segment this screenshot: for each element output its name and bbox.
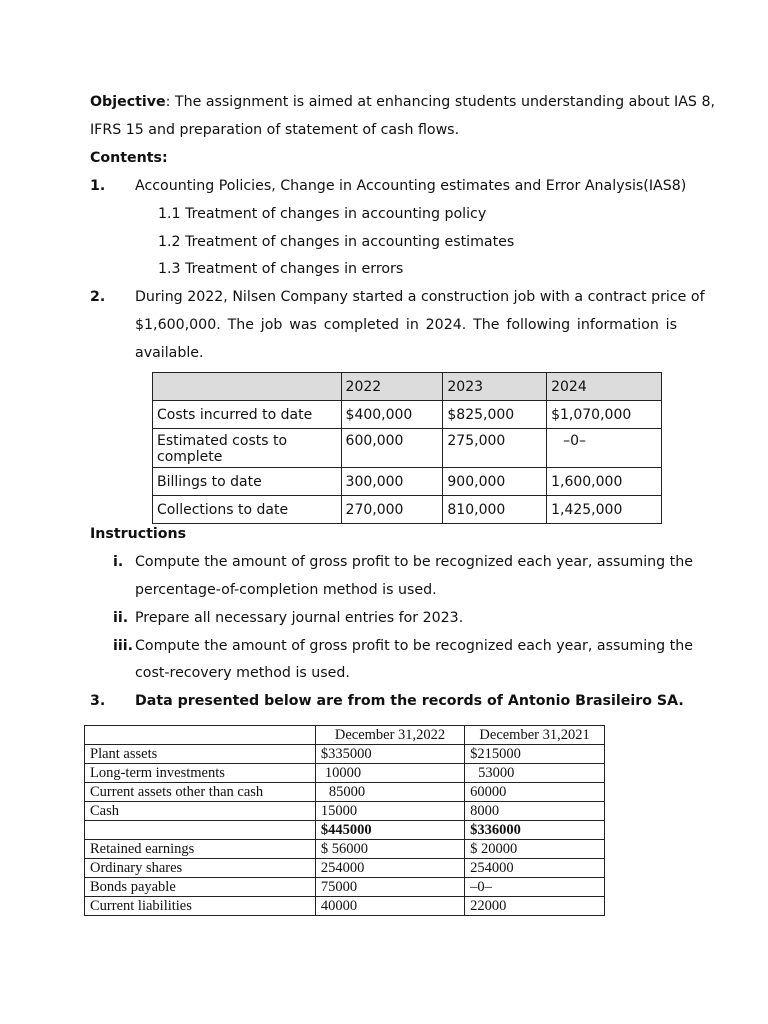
item-2-line-2: $1,600,000. The job was completed in 2024. The following information is <box>135 317 677 333</box>
header-cell-2021: December 31,2021 <box>465 726 605 745</box>
cell-value: 1,600,000 <box>547 468 662 496</box>
cell-value: $215000 <box>465 745 605 764</box>
objective-line-1 <box>90 94 715 110</box>
cell-value: 75000 <box>315 878 464 897</box>
row-label: Collections to date <box>153 496 342 524</box>
objective-line-2: IFRS 15 and preparation of statement of cash flows. <box>90 122 460 138</box>
table-row <box>85 783 605 802</box>
cell-value: –0– <box>465 878 605 897</box>
item-1-sub-3: 1.3 Treatment of changes in errors <box>158 261 404 277</box>
contract-table <box>152 372 662 524</box>
cell-value: $1,070,000 <box>547 401 662 429</box>
header-cell-2023: 2023 <box>443 373 547 401</box>
cell-value: 15000 <box>315 802 464 821</box>
row-label: Costs incurred to date <box>153 401 342 429</box>
table-row <box>85 745 605 764</box>
table-row <box>153 401 662 429</box>
cell-total: $445000 <box>315 821 464 840</box>
row-label: Cash <box>85 802 316 821</box>
item-3-title: Data presented below are from the records of Antonio Brasileiro SA. <box>135 693 684 709</box>
row-label: Estimated costs to complete <box>153 429 342 468</box>
cell-value: 60000 <box>465 783 605 802</box>
instructions-heading: Instructions <box>90 526 187 542</box>
cell-value: 810,000 <box>443 496 547 524</box>
row-label <box>85 821 316 840</box>
objective-label: Objective <box>90 94 166 110</box>
instruction-iii-number: iii. <box>113 638 133 654</box>
table-row <box>85 764 605 783</box>
cell-value: 40000 <box>315 897 464 916</box>
instruction-i-line-2: percentage-of-completion method is used. <box>135 582 437 598</box>
header-cell-empty <box>153 373 342 401</box>
cell-value: 10000 <box>315 764 464 783</box>
cell-value: 600,000 <box>341 429 443 468</box>
balance-table <box>84 725 605 916</box>
instruction-i-number: i. <box>113 554 124 570</box>
table-row <box>153 429 662 468</box>
table-row <box>85 840 605 859</box>
row-label: Current liabilities <box>85 897 316 916</box>
cell-value: $ 20000 <box>465 840 605 859</box>
cell-value: 900,000 <box>443 468 547 496</box>
cell-value: 270,000 <box>341 496 443 524</box>
cell-value: $825,000 <box>443 401 547 429</box>
header-cell-empty <box>85 726 316 745</box>
cell-value: $400,000 <box>341 401 443 429</box>
item-1-title: Accounting Policies, Change in Accounting estimates and Error Analysis(IAS8) <box>135 178 687 194</box>
header-cell-2024: 2024 <box>547 373 662 401</box>
cell-value: 254000 <box>315 859 464 878</box>
instruction-iii-line-2: cost-recovery method is used. <box>135 665 350 681</box>
row-label: Billings to date <box>153 468 342 496</box>
row-label: Bonds payable <box>85 878 316 897</box>
row-label: Current assets other than cash <box>85 783 316 802</box>
item-3-number: 3. <box>90 693 106 709</box>
table-row <box>85 897 605 916</box>
cell-value: –0– <box>547 429 662 468</box>
cell-value: 300,000 <box>341 468 443 496</box>
row-label: Plant assets <box>85 745 316 764</box>
table-row <box>85 859 605 878</box>
table-row <box>153 468 662 496</box>
cell-value: 8000 <box>465 802 605 821</box>
cell-value: $335000 <box>315 745 464 764</box>
row-label: Ordinary shares <box>85 859 316 878</box>
instruction-iii-line-1: Compute the amount of gross profit to be recognized each year, assuming the <box>135 638 693 654</box>
item-1-sub-1: 1.1 Treatment of changes in accounting policy <box>158 206 487 222</box>
table-row <box>85 802 605 821</box>
contract-table-header <box>153 373 662 401</box>
cell-value: 254000 <box>465 859 605 878</box>
row-label: Long-term investments <box>85 764 316 783</box>
balance-table-header <box>85 726 605 745</box>
instruction-ii-line-1: Prepare all necessary journal entries for 2023. <box>135 610 464 626</box>
row-label: Retained earnings <box>85 840 316 859</box>
table-row <box>85 878 605 897</box>
cell-value: $ 56000 <box>315 840 464 859</box>
cell-total: $336000 <box>465 821 605 840</box>
header-cell-2022: December 31,2022 <box>315 726 464 745</box>
instruction-ii-number: ii. <box>113 610 129 626</box>
cell-value: 53000 <box>465 764 605 783</box>
item-2-line-1: During 2022, Nilsen Company started a construction job with a contract price of <box>135 289 705 305</box>
instruction-i-line-1: Compute the amount of gross profit to be recognized each year, assuming the <box>135 554 693 570</box>
contents-heading: Contents: <box>90 150 168 166</box>
table-row-total <box>85 821 605 840</box>
table-row <box>153 496 662 524</box>
objective-text-1: : The assignment is aimed at enhancing students understanding about IAS 8, <box>165 94 715 110</box>
item-2-line-3: available. <box>135 345 204 361</box>
cell-value: 22000 <box>465 897 605 916</box>
item-2-number: 2. <box>90 289 106 305</box>
header-cell-2022: 2022 <box>341 373 443 401</box>
item-1-number: 1. <box>90 178 106 194</box>
item-1-sub-2: 1.2 Treatment of changes in accounting estimates <box>158 234 515 250</box>
cell-value: 275,000 <box>443 429 547 468</box>
cell-value: 1,425,000 <box>547 496 662 524</box>
cell-value: 85000 <box>315 783 464 802</box>
